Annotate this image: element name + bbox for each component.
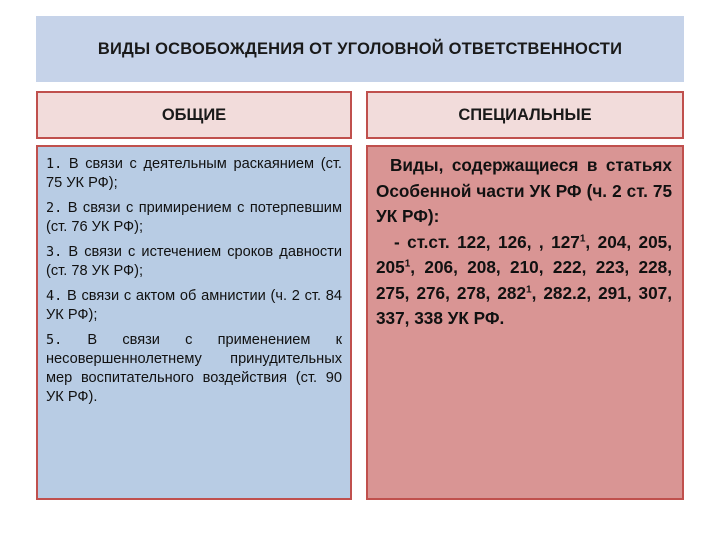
page-title: ВИДЫ ОСВОБОЖДЕНИЯ ОТ УГОЛОВНОЙ ОТВЕТСТВЕННОСТИ (36, 16, 684, 82)
articles-part: , 204, 205, 205 (376, 231, 672, 277)
general-list (36, 145, 352, 500)
item-number: 1. (46, 156, 63, 172)
articles-part: , 206, 208, 210, 222, 223, 228, 275, 276, 278, 282 (376, 257, 672, 303)
articles-part: , 282.2, 291, 307, 337, 338 УК РФ. (376, 282, 672, 328)
item-text: В связи с истечением сроков давности (ст. 78 УК РФ); (46, 244, 342, 279)
item-text: В связи с применением к несовершеннолетнему принудительных мер воспитательного воздействия (ст. 90 УК РФ). (46, 332, 342, 405)
item-number: 5. (46, 332, 63, 348)
general-header: ОБЩИЕ (36, 91, 352, 139)
special-intro: Виды, содержащиеся в статьях Особенной части УК РФ (ч. 2 ст. 75 УК РФ): (376, 155, 672, 226)
list-item (46, 243, 342, 281)
superscript: 1 (579, 232, 586, 244)
list-item (46, 287, 342, 325)
item-text: В связи с актом об амнистии (ч. 2 ст. 84 УК РФ); (46, 288, 342, 323)
special-articles (376, 230, 672, 332)
list-item (46, 331, 342, 407)
item-number: 3. (46, 244, 63, 260)
item-number: 2. (46, 200, 63, 216)
list-item (46, 155, 342, 193)
superscript: 1 (404, 258, 411, 270)
item-text: В связи с деятельным раскаянием (ст. 75 УК РФ); (46, 156, 342, 191)
item-number: 4. (46, 288, 63, 304)
superscript: 1 (526, 283, 532, 295)
list-item (46, 199, 342, 237)
special-content (366, 145, 684, 500)
special-header: СПЕЦИАЛЬНЫЕ (366, 91, 684, 139)
item-text: В связи с примирением с потерпевшим (ст. 76 УК РФ); (46, 200, 342, 235)
articles-part: - ст.ст. 122, 126, , 127 (394, 231, 580, 252)
